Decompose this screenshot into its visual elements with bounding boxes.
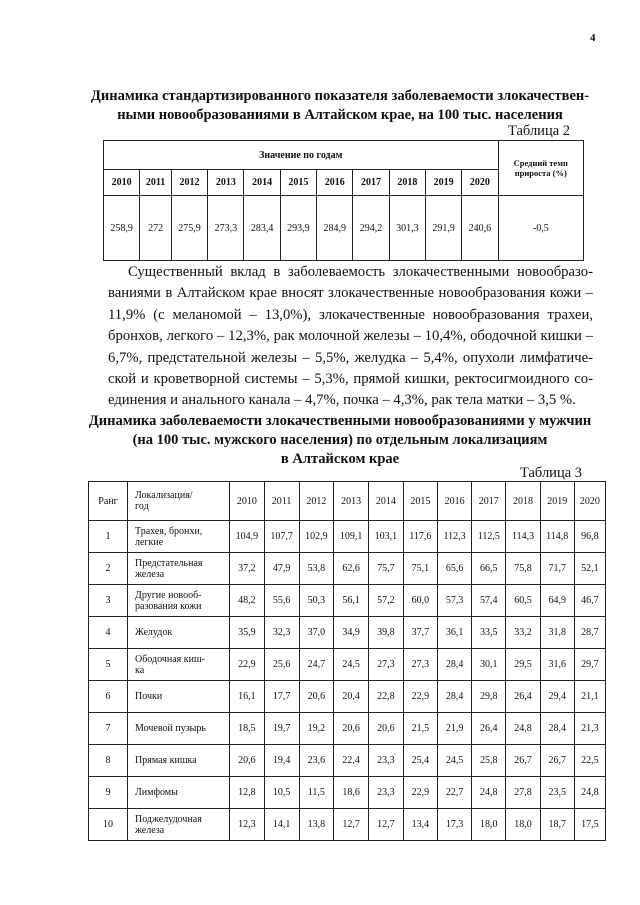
rank-cell: 5 bbox=[89, 649, 128, 681]
year-cell: 2017 bbox=[353, 170, 389, 196]
localization-line: Поджелудочная bbox=[135, 813, 202, 825]
value-cell: 28,4 bbox=[437, 681, 471, 713]
localization-line: железа bbox=[135, 568, 165, 580]
paragraph-line: 6,7%, предстательной железы – 5,5%, желудка – 5,4%, опухоли лимфатиче- bbox=[108, 349, 593, 366]
value-cell: 46,7 bbox=[574, 585, 605, 617]
value-cell: 294,2 bbox=[353, 196, 389, 261]
localization-cell bbox=[128, 649, 230, 681]
value-cell: 284,9 bbox=[317, 196, 353, 261]
growth-rate-header-line: прироста (%) bbox=[514, 168, 567, 178]
value-cell: 114,8 bbox=[540, 521, 574, 553]
value-cell: 240,6 bbox=[462, 196, 498, 261]
value-cell: 27,8 bbox=[506, 777, 540, 809]
value-cell: 35,9 bbox=[230, 617, 265, 649]
value-cell: 24,5 bbox=[437, 745, 471, 777]
value-cell: 75,7 bbox=[369, 553, 404, 585]
value-cell: 24,8 bbox=[472, 777, 506, 809]
value-cell: 29,7 bbox=[574, 649, 605, 681]
year-cell: 2010 bbox=[230, 482, 265, 521]
value-cell: 21,9 bbox=[437, 713, 471, 745]
value-cell: 29,4 bbox=[540, 681, 574, 713]
value-cell: 20,4 bbox=[334, 681, 369, 713]
value-cell: 117,6 bbox=[403, 521, 437, 553]
localization-line: Мочевой пузырь bbox=[135, 723, 206, 734]
value-cell: 275,9 bbox=[171, 196, 207, 261]
table3-title bbox=[70, 412, 610, 469]
localization-cell bbox=[128, 681, 230, 713]
value-cell: 24,8 bbox=[506, 713, 540, 745]
year-cell: 2010 bbox=[104, 170, 140, 196]
value-cell: 26,7 bbox=[540, 745, 574, 777]
localization-cell bbox=[128, 777, 230, 809]
value-cell: 272 bbox=[140, 196, 172, 261]
growth-rate-header-line: Средний темп bbox=[513, 158, 568, 168]
value-cell: 23,6 bbox=[299, 745, 334, 777]
value-cell: 12,8 bbox=[230, 777, 265, 809]
value-cell: 57,4 bbox=[472, 585, 506, 617]
value-cell: 20,6 bbox=[334, 713, 369, 745]
year-cell: 2011 bbox=[264, 482, 299, 521]
value-cell: 29,8 bbox=[472, 681, 506, 713]
localization-line: Другие новооб- bbox=[135, 589, 202, 601]
value-cell: 293,9 bbox=[280, 196, 316, 261]
table-row bbox=[89, 521, 606, 553]
value-cell: 22,4 bbox=[334, 745, 369, 777]
value-cell: 33,5 bbox=[472, 617, 506, 649]
year-cell: 2015 bbox=[403, 482, 437, 521]
page-number: 4 bbox=[590, 32, 596, 44]
value-cell: 10,5 bbox=[264, 777, 299, 809]
paragraph-line: ваниями в Алтайском крае вносят злокачественные новообразования кожи – bbox=[108, 285, 593, 302]
table3-title-line: в Алтайском крае bbox=[280, 451, 400, 467]
value-cell: 18,6 bbox=[334, 777, 369, 809]
year-cell: 2018 bbox=[389, 170, 425, 196]
value-cell: 24,5 bbox=[334, 649, 369, 681]
localization-cell bbox=[128, 617, 230, 649]
value-cell: 22,9 bbox=[230, 649, 265, 681]
value-cell: 31,6 bbox=[540, 649, 574, 681]
paragraph-line: ской и кроветворной системы – 5,3%, прямой кишки, ректосигмоидного со- bbox=[108, 371, 593, 388]
value-cell: 273,3 bbox=[208, 196, 244, 261]
value-cell: 57,3 bbox=[437, 585, 471, 617]
value-cell: 75,1 bbox=[403, 553, 437, 585]
value-cell: 283,4 bbox=[244, 196, 280, 261]
localization-cell bbox=[128, 521, 230, 553]
value-cell: 19,4 bbox=[264, 745, 299, 777]
year-cell: 2016 bbox=[437, 482, 471, 521]
value-cell: 104,9 bbox=[230, 521, 265, 553]
header-row bbox=[89, 482, 606, 521]
value-cell: 22,7 bbox=[437, 777, 471, 809]
value-cell: 22,9 bbox=[403, 777, 437, 809]
table-row bbox=[89, 777, 606, 809]
value-cell: 53,8 bbox=[299, 553, 334, 585]
value-cell: 23,3 bbox=[369, 745, 404, 777]
value-cell: 29,5 bbox=[506, 649, 540, 681]
value-cell: 33,2 bbox=[506, 617, 540, 649]
year-cell: 2014 bbox=[244, 170, 280, 196]
table-row bbox=[89, 553, 606, 585]
value-cell: 31,8 bbox=[540, 617, 574, 649]
value-cell: 291,9 bbox=[425, 196, 461, 261]
value-cell: 112,5 bbox=[472, 521, 506, 553]
value-cell: 11,5 bbox=[299, 777, 334, 809]
table-row bbox=[89, 585, 606, 617]
value-cell: 20,6 bbox=[369, 713, 404, 745]
value-cell: 25,8 bbox=[472, 745, 506, 777]
year-cell: 2013 bbox=[208, 170, 244, 196]
year-cell: 2019 bbox=[540, 482, 574, 521]
value-cell: 50,3 bbox=[299, 585, 334, 617]
localization-line: железа bbox=[135, 824, 165, 836]
value-cell: 301,3 bbox=[389, 196, 425, 261]
localization-cell bbox=[128, 809, 230, 841]
value-cell: 22,9 bbox=[403, 681, 437, 713]
value-cell: 112,3 bbox=[437, 521, 471, 553]
value-cell: 60,5 bbox=[506, 585, 540, 617]
growth-rate-cell: -0,5 bbox=[498, 196, 583, 261]
value-cell: 13,4 bbox=[403, 809, 437, 841]
localization-line: Прямая кишка bbox=[135, 755, 197, 766]
value-cell: 22,5 bbox=[574, 745, 605, 777]
year-cell: 2020 bbox=[462, 170, 498, 196]
localization-line: Трахея, бронхи, bbox=[135, 525, 203, 537]
value-cell: 114,3 bbox=[506, 521, 540, 553]
table2-title-line: ными новообразованиями в Алтайском крае, на 100 тыс. населения bbox=[117, 107, 563, 123]
value-cell: 21,3 bbox=[574, 713, 605, 745]
rank-cell: 1 bbox=[89, 521, 128, 553]
table-row bbox=[89, 681, 606, 713]
value-cell: 26,4 bbox=[506, 681, 540, 713]
value-cell: 34,9 bbox=[334, 617, 369, 649]
localization-cell bbox=[128, 553, 230, 585]
localization-line: Лимфомы bbox=[135, 787, 178, 798]
localization-line: ка bbox=[135, 664, 145, 676]
value-cell: 37,2 bbox=[230, 553, 265, 585]
year-cell: 2019 bbox=[425, 170, 461, 196]
rank-cell: 2 bbox=[89, 553, 128, 585]
value-cell: 47,9 bbox=[264, 553, 299, 585]
value-cell: 17,5 bbox=[574, 809, 605, 841]
year-cell: 2020 bbox=[574, 482, 605, 521]
table3-label: Таблица 3 bbox=[520, 465, 583, 481]
rank-cell: 9 bbox=[89, 777, 128, 809]
years-header: Значение по годам bbox=[104, 141, 499, 170]
value-cell: 258,9 bbox=[104, 196, 140, 261]
table2-title-line: Динамика стандартизированного показателя заболеваемости злокачествен- bbox=[90, 88, 590, 104]
rank-cell: 8 bbox=[89, 745, 128, 777]
table2-title bbox=[80, 87, 600, 125]
value-cell: 25,6 bbox=[264, 649, 299, 681]
localization-header-line: год bbox=[135, 501, 149, 512]
value-cell: 60,0 bbox=[403, 585, 437, 617]
value-cell: 18,0 bbox=[472, 809, 506, 841]
table-row bbox=[89, 713, 606, 745]
year-cell: 2016 bbox=[317, 170, 353, 196]
value-cell: 20,6 bbox=[299, 681, 334, 713]
localization-cell bbox=[128, 713, 230, 745]
value-cell: 24,7 bbox=[299, 649, 334, 681]
value-cell: 28,4 bbox=[540, 713, 574, 745]
value-cell: 103,1 bbox=[369, 521, 404, 553]
localization-header bbox=[128, 482, 230, 521]
table-row bbox=[89, 617, 606, 649]
value-cell: 75,8 bbox=[506, 553, 540, 585]
paragraph-line: 11,9% (с меланомой – 13,0%), злокачественные новообразования трахеи, bbox=[108, 306, 593, 323]
value-cell: 37,7 bbox=[403, 617, 437, 649]
year-cell: 2015 bbox=[280, 170, 316, 196]
value-cell: 12,7 bbox=[369, 809, 404, 841]
male-incidence-table bbox=[88, 481, 606, 841]
value-cell: 17,7 bbox=[264, 681, 299, 713]
value-cell: 96,8 bbox=[574, 521, 605, 553]
value-cell: 32,3 bbox=[264, 617, 299, 649]
year-cell: 2017 bbox=[472, 482, 506, 521]
value-cell: 56,1 bbox=[334, 585, 369, 617]
table3-title-line: Динамика заболеваемости злокачественными новообразованиями у мужчин bbox=[88, 413, 592, 429]
value-cell: 23,5 bbox=[540, 777, 574, 809]
value-cell: 12,7 bbox=[334, 809, 369, 841]
localization-header-line: Локализация/ bbox=[135, 490, 193, 501]
body-paragraph bbox=[108, 262, 593, 412]
table2-label: Таблица 2 bbox=[508, 123, 571, 139]
value-cell: 22,8 bbox=[369, 681, 404, 713]
value-cell: 27,3 bbox=[369, 649, 404, 681]
value-cell: 20,6 bbox=[230, 745, 265, 777]
value-cell: 39,8 bbox=[369, 617, 404, 649]
rank-cell: 10 bbox=[89, 809, 128, 841]
value-cell: 28,4 bbox=[437, 649, 471, 681]
rank-cell: 7 bbox=[89, 713, 128, 745]
localization-line: Почки bbox=[135, 691, 163, 702]
value-cell: 24,8 bbox=[574, 777, 605, 809]
incidence-table bbox=[103, 140, 584, 261]
growth-rate-header bbox=[498, 141, 583, 196]
value-cell: 64,9 bbox=[540, 585, 574, 617]
value-cell: 52,1 bbox=[574, 553, 605, 585]
localization-line: Ободочная киш- bbox=[135, 653, 206, 665]
value-cell: 28,7 bbox=[574, 617, 605, 649]
table-row bbox=[89, 809, 606, 841]
year-cell: 2011 bbox=[140, 170, 172, 196]
value-cell: 102,9 bbox=[299, 521, 334, 553]
value-cell: 55,6 bbox=[264, 585, 299, 617]
year-cell: 2018 bbox=[506, 482, 540, 521]
value-cell: 25,4 bbox=[403, 745, 437, 777]
table-row bbox=[89, 745, 606, 777]
localization-cell bbox=[128, 745, 230, 777]
year-cell: 2012 bbox=[171, 170, 207, 196]
localization-cell bbox=[128, 585, 230, 617]
rank-cell: 3 bbox=[89, 585, 128, 617]
localization-line: разования кожи bbox=[135, 600, 202, 612]
rank-cell: 4 bbox=[89, 617, 128, 649]
value-cell: 21,5 bbox=[403, 713, 437, 745]
table3-title-line: (на 100 тыс. мужского населения) по отдельным локализациям bbox=[132, 432, 548, 448]
localization-line: Предстательная bbox=[135, 557, 203, 569]
value-cell: 18,5 bbox=[230, 713, 265, 745]
paragraph-line: единения и анального канала – 4,7%, почка – 4,3%, рак тела матки – 3,5 %. bbox=[108, 392, 576, 409]
value-cell: 37,0 bbox=[299, 617, 334, 649]
value-cell: 48,2 bbox=[230, 585, 265, 617]
value-cell: 21,1 bbox=[574, 681, 605, 713]
value-cell: 19,2 bbox=[299, 713, 334, 745]
value-cell: 14,1 bbox=[264, 809, 299, 841]
value-cell: 18,7 bbox=[540, 809, 574, 841]
value-cell: 57,2 bbox=[369, 585, 404, 617]
value-cell: 65,6 bbox=[437, 553, 471, 585]
rank-cell: 6 bbox=[89, 681, 128, 713]
value-cell: 30,1 bbox=[472, 649, 506, 681]
paragraph-line: бронхов, легкого – 12,3%, рак молочной железы – 10,4%, ободочной кишки – bbox=[108, 328, 593, 345]
value-row bbox=[104, 196, 584, 261]
value-cell: 109,1 bbox=[334, 521, 369, 553]
value-cell: 19,7 bbox=[264, 713, 299, 745]
rank-header: Ранг bbox=[89, 482, 128, 521]
value-cell: 12,3 bbox=[230, 809, 265, 841]
value-cell: 107,7 bbox=[264, 521, 299, 553]
value-cell: 66,5 bbox=[472, 553, 506, 585]
year-cell: 2013 bbox=[334, 482, 369, 521]
value-cell: 27,3 bbox=[403, 649, 437, 681]
year-cell: 2012 bbox=[299, 482, 334, 521]
value-cell: 36,1 bbox=[437, 617, 471, 649]
year-cell: 2014 bbox=[369, 482, 404, 521]
value-cell: 23,3 bbox=[369, 777, 404, 809]
table-row bbox=[89, 649, 606, 681]
paragraph-line: Существенный вклад в заболеваемость злокачественными новообразо- bbox=[128, 264, 593, 280]
value-cell: 18,0 bbox=[506, 809, 540, 841]
value-cell: 26,4 bbox=[472, 713, 506, 745]
localization-line: легкие bbox=[135, 536, 164, 548]
value-cell: 62,6 bbox=[334, 553, 369, 585]
value-cell: 26,7 bbox=[506, 745, 540, 777]
value-cell: 13,8 bbox=[299, 809, 334, 841]
value-cell: 17,3 bbox=[437, 809, 471, 841]
value-cell: 71,7 bbox=[540, 553, 574, 585]
localization-line: Желудок bbox=[135, 627, 173, 638]
value-cell: 16,1 bbox=[230, 681, 265, 713]
